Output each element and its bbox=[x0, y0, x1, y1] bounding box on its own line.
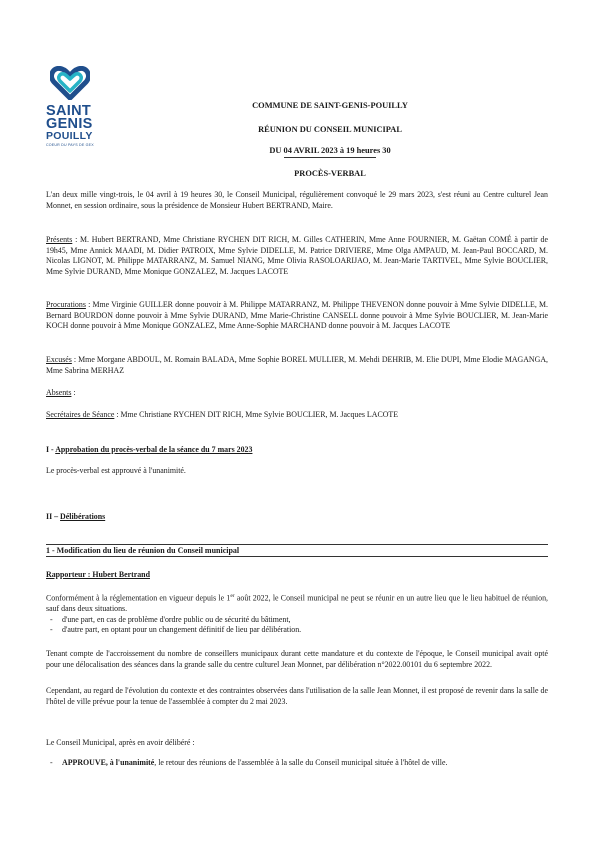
excuses-text: : Mme Morgane ABDOUL, M. Romain BALADA, Mme Sophie BOREL MULLIER, M. Mehdi DEHRIB, M. Elie DUPI, Mme Elodie MAGANGA, Mme Sabrina MERHAZ bbox=[46, 355, 548, 375]
decision-item bbox=[46, 758, 548, 768]
header-doc-type: PROCÈS-VERBAL bbox=[294, 169, 366, 178]
presents-label: Présents bbox=[46, 235, 73, 244]
logo-tagline: COEUR DU PAYS DE GEX bbox=[46, 143, 94, 147]
excuses-paragraph bbox=[46, 355, 548, 376]
logo-line-genis: GENIS bbox=[46, 116, 93, 132]
heart-logo-icon bbox=[50, 66, 90, 100]
presents-paragraph bbox=[46, 235, 548, 277]
item-1-p3-text: Cependant, au regard de l'évolution du contexte et des contraintes observées dans l'utilisation de la salle Jean Monnet, il est proposé de revenir dans la salle de l'hôtel de ville prévue pour la tenue de l'assemblée à compter du 2 mai 2023. bbox=[46, 686, 548, 706]
item-1-p1-sup: er bbox=[230, 593, 235, 599]
item-1-decision bbox=[46, 758, 548, 768]
secretaires-paragraph bbox=[46, 410, 548, 421]
header-commune: COMMUNE DE SAINT-GENIS-POUILLY bbox=[252, 101, 408, 110]
intro-text: L'an deux mille vingt-trois, le 04 avril à 19 heures 30, le Conseil Municipal, régulièrement convoqué le 29 mars 2023, s'est réuni au Centre culturel Jean Monnet, en session ordinaire, sous la présidence de Monsieur Hubert BERTRAND, Maire. bbox=[46, 190, 548, 210]
item-1-p1-start: Conformément à la réglementation en vigueur depuis le 1 bbox=[46, 593, 231, 603]
list-item: - d'une part, en cas de problème d'ordre public ou de sécurité du bâtiment, bbox=[46, 615, 548, 625]
item-1-bullet-list bbox=[46, 615, 548, 635]
section-2-title: Délibérations bbox=[60, 512, 106, 521]
absents-label: Absents bbox=[46, 388, 72, 397]
rapporteur-text: Rapporteur : Hubert Bertrand bbox=[46, 570, 150, 579]
section-1-heading bbox=[46, 445, 548, 456]
header-meeting: RÉUNION DU CONSEIL MUNICIPAL bbox=[258, 125, 402, 134]
secretaires-label: Secrétaires de Séance bbox=[46, 410, 115, 419]
procurations-text: : Mme Virginie GUILLER donne pouvoir à M. Philippe MATARRANZ, M. Philippe THEVENON donne pouvoir à Mme Sylvie DIDELLE, M. Bernard BOURDON donne pouvoir à Mme Sylvie DURAND, Mme Marie-Christine CANSELL donne pouvoir à Mme Sylvie BOUCLIER, M. Jean-Marie KOCH donne pouvoir à Mme Monique GONZALEZ, Mme Anne-Sophie MARCHAND donne pouvoir à M. Jacques LACOTE bbox=[46, 300, 548, 331]
header-date-text: DU 04 AVRIL 2023 à 19 heures 30 bbox=[269, 146, 391, 155]
section-1-text: Le procès-verbal est approuvé à l'unanimité. bbox=[46, 466, 186, 475]
section-1-title: Approbation du procès-verbal de la séance du 7 mars 2023 bbox=[55, 445, 253, 454]
absents-text: : bbox=[71, 388, 76, 397]
item-1-title: 1 - Modification du lieu de réunion du Conseil municipal bbox=[46, 544, 548, 557]
decision-bold: APPROUVE, à l'unanimité bbox=[62, 758, 155, 767]
header-separator bbox=[284, 157, 376, 158]
item-1-p1-end: août 2022, le Conseil municipal ne peut se réunir en un autre lieu que le lieu habituel de réunion, sauf dans deux situations. bbox=[46, 593, 548, 614]
presents-text: : M. Hubert BERTRAND, Mme Christiane RYCHEN DIT RICH, M. Gilles CATHERIN, Mme Anne FOURNIER, M. Gaëtan COMÉ à partir de 19h45, Mme Annick MAADI, M. Didier PATROIX, Mme Sylvie DIDELLE, M. Patrice DRIVIERE, Mme Olga AMPAUD, M. Jean-Paul BOCCARD, M. Nicolas LIGNOT, M. Philippe MATARRANZ, M. Samuel NIANG, Mme Olivia RASOLOARIJAO, M. Jean-Marie TARTIVEL, Mme Sylvie BOUCLIER, Mme Sylvie DURAND, Mme Monique GONZALEZ, M. Jacques LACOTE bbox=[46, 235, 548, 276]
procurations-label: Procurations bbox=[46, 300, 86, 309]
list-item: - d'autre part, en optant pour un changement définitif de lieu par délibération. bbox=[46, 625, 548, 635]
item-1-paragraph-2 bbox=[46, 649, 548, 670]
logo bbox=[46, 66, 106, 147]
item-1-p4-text: Le Conseil Municipal, après en avoir délibéré : bbox=[46, 738, 195, 747]
section-1-number: I - bbox=[46, 445, 56, 454]
rapporteur-line bbox=[46, 570, 548, 581]
logo-line-saint: SAINT bbox=[46, 103, 91, 119]
item-1-paragraph-1 bbox=[46, 591, 548, 635]
intro-paragraph bbox=[46, 190, 548, 211]
item-1-paragraph-4 bbox=[46, 738, 548, 749]
decision-rest: , le retour des réunions de l'assemblée à la salle du Conseil municipal située à l'hôtel de ville. bbox=[154, 758, 448, 767]
header-date bbox=[180, 146, 480, 164]
item-1-paragraph-3 bbox=[46, 686, 548, 707]
absents-paragraph bbox=[46, 388, 548, 399]
logo-line-pouilly: POUILLY bbox=[46, 130, 93, 142]
section-2-heading bbox=[46, 512, 548, 523]
secretaires-text: : Mme Christiane RYCHEN DIT RICH, Mme Sylvie BOUCLIER, M. Jacques LACOTE bbox=[114, 410, 399, 419]
procurations-paragraph bbox=[46, 300, 548, 332]
section-2-number: II – bbox=[46, 512, 61, 521]
item-1-p2-text: Tenant compte de l'accroissement du nombre de conseillers municipaux durant cette mandature et du contexte de l'époque, le Conseil municipal avait opté pour une délocalisation des séances dans la grande salle du centre culturel Jean Monnet, par délibération n°2022.00101 du 6 septembre 2022. bbox=[46, 649, 548, 669]
excuses-label: Excusés bbox=[46, 355, 72, 364]
section-1-body bbox=[46, 466, 548, 477]
